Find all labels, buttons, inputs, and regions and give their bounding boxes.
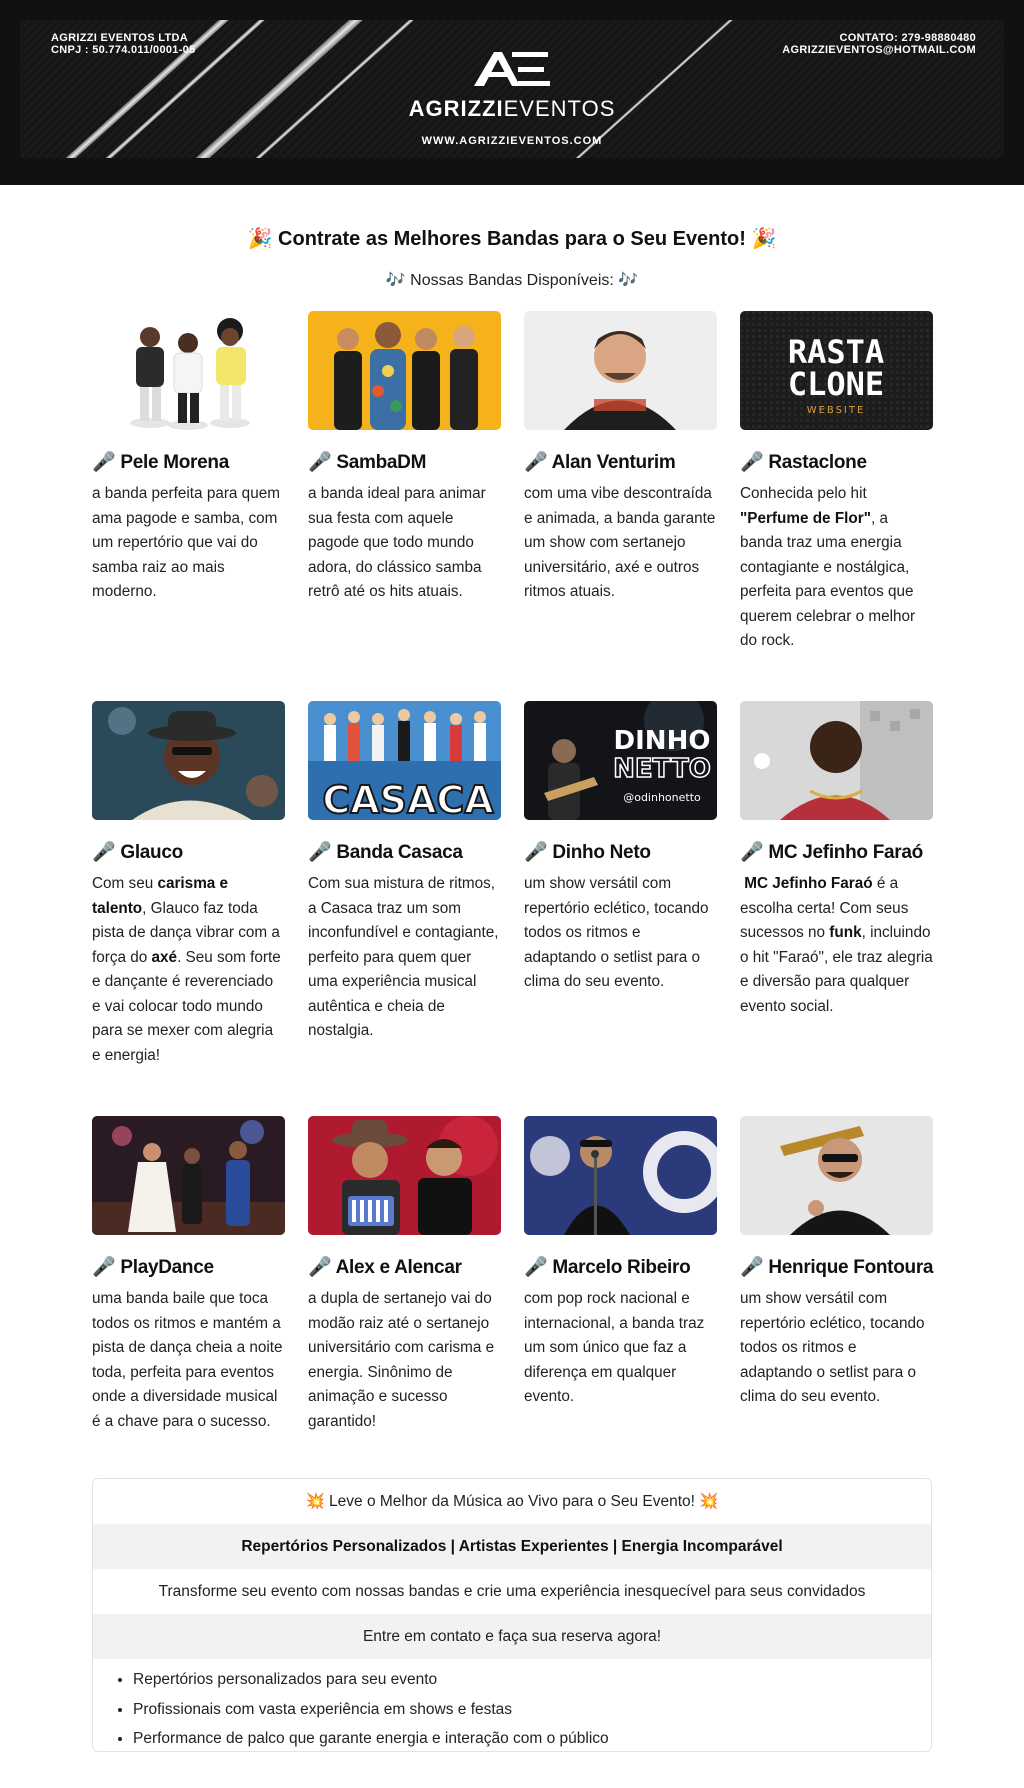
band-name: 🎤 Banda Casaca	[308, 842, 463, 863]
promo-box	[92, 1478, 932, 1752]
band-card-alan-venturim[interactable]	[524, 311, 717, 605]
band-description: com pop rock nacional e internacional, a banda traz um som único que faz a diferença em qualquer evento.	[524, 1290, 705, 1405]
band-name: 🎤 Marcelo Ribeiro	[524, 1257, 691, 1278]
banner-panel	[20, 20, 1004, 158]
header-banner	[0, 0, 1024, 185]
band-card-rastaclone[interactable]	[740, 311, 933, 654]
brand-light: EVENTOS	[503, 96, 616, 121]
band-description: Com sua mistura de ritmos, a Casaca traz um som inconfundível e contagiante, perfeito para quem quer uma experiência musical autêntica e cheia de nostalgia.	[308, 875, 499, 1039]
band-name: 🎤 SambaDM	[308, 452, 427, 473]
contact-info	[782, 32, 976, 56]
band-photo[interactable]	[740, 1116, 933, 1235]
band-photo[interactable]	[740, 701, 933, 820]
band-name: 🎤 Rastaclone	[740, 452, 867, 473]
band-description: com uma vibe descontraída e animada, a banda garante um show com sertanejo universitário, axé e outros ritmos atuais.	[524, 485, 716, 600]
band-card-alex-e-alencar[interactable]	[308, 1116, 501, 1434]
brand-name	[20, 96, 1004, 122]
social-handle: @odinhonetto	[623, 791, 701, 804]
band-card-marcelo-ribeiro[interactable]	[524, 1116, 717, 1410]
list-item: • Profissionais com vasta experiência em shows e festas	[133, 1695, 931, 1725]
band-description: Conhecida pelo hit "Perfume de Flor", a banda traz uma energia contagiante e nostálgica, perfeita para eventos que querem celebrar o melhor do rock.	[740, 485, 916, 649]
band-name: 🎤 Dinho Neto	[524, 842, 651, 863]
company-info	[51, 32, 196, 56]
promo-transform: Transforme seu evento com nossas bandas e crie uma experiência inesquecível para seus convidados	[158, 1582, 866, 1600]
band-name: 🎤 MC Jefinho Faraó	[740, 842, 923, 863]
list-item: • Repertórios personalizados para seu evento	[133, 1665, 931, 1695]
band-description: um show versátil com repertório eclético, tocando todos os ritmos e adaptando o setlist para o clima do seu evento.	[524, 875, 709, 990]
logo-text: DINHO	[613, 726, 711, 756]
band-card-playdance[interactable]	[92, 1116, 285, 1434]
band-name: 🎤 Henrique Fontoura	[740, 1257, 934, 1278]
website-link[interactable]: WWW.AGRIZZIEVENTOS.COM	[421, 135, 603, 147]
band-card-pele-morena[interactable]	[92, 311, 285, 605]
band-photo[interactable]	[524, 701, 717, 820]
band-description: a dupla de sertanejo vai do modão raiz até o sertanejo universitário com carisma e energia. Sinônimo de animação e sucesso garantido!	[308, 1290, 495, 1430]
ae-logo-icon	[472, 50, 552, 88]
promo-bullet-list	[93, 1665, 931, 1752]
promo-features: Repertórios Personalizados | Artistas Experientes | Energia Incomparável	[93, 1524, 931, 1569]
band-logo[interactable]	[740, 311, 933, 430]
band-photo[interactable]	[524, 311, 717, 430]
promo-title: 💥 Leve o Melhor da Música ao Vivo para o Seu Evento! 💥	[305, 1493, 719, 1510]
band-card-glauco[interactable]	[92, 701, 285, 1068]
band-description: Com seu carisma e talento, Glauco faz toda pista de dança vibrar com a força do axé. Seu som forte e dançante é reverenciado e vai colocar todo mundo para se mexer com alegria e energia!	[92, 875, 281, 1064]
band-photo[interactable]	[92, 1116, 285, 1235]
logo-text: RASTA	[787, 333, 885, 371]
list-item: • Performance de palco que garante energia e interação com o público	[133, 1724, 931, 1752]
logo-text: NETTO	[613, 754, 711, 784]
band-card-sambadm[interactable]	[308, 311, 501, 605]
band-name: 🎤 Glauco	[92, 842, 183, 863]
contact-phone[interactable]: CONTATO: 279-98880480	[839, 32, 976, 44]
page-subtitle: 🎶 Nossas Bandas Disponíveis: 🎶	[385, 272, 639, 289]
band-photo[interactable]	[92, 311, 285, 430]
band-photo[interactable]	[308, 1116, 501, 1235]
band-card-henrique-fontoura[interactable]	[740, 1116, 933, 1410]
band-card-dinho-neto[interactable]	[524, 701, 717, 995]
band-photo[interactable]	[524, 1116, 717, 1235]
band-photo[interactable]	[308, 311, 501, 430]
brand-bold: AGRIZZI	[408, 96, 504, 121]
promo-cta: Entre em contato e faça sua reserva agora!	[93, 1614, 931, 1659]
band-description: a banda perfeita para quem ama pagode e samba, com um repertório que vai do samba raiz ao mais moderno.	[92, 485, 280, 600]
band-name: 🎤 Pele Morena	[92, 452, 229, 473]
band-card-banda-casaca[interactable]	[308, 701, 501, 1044]
page-title: 🎉 Contrate as Melhores Bandas para o Seu Evento! 🎉	[247, 228, 777, 250]
band-description: uma banda baile que toca todos os ritmos e mantém a pista de dança cheia a noite toda, perfeita para eventos onde a diversidade musical é a chave para o sucesso.	[92, 1290, 283, 1430]
band-card-mc-jefinho-farao[interactable]	[740, 701, 933, 1019]
band-description: a banda ideal para animar sua festa com aquele pagode que todo mundo adora, do clássico samba retrô até os hits atuais.	[308, 485, 486, 600]
company-name: AGRIZZI EVENTOS LTDA	[51, 32, 188, 44]
logo-subtext: WEBSITE	[806, 405, 866, 416]
logo-text: CLONE	[787, 365, 885, 403]
band-name: 🎤 Alex e Alencar	[308, 1257, 462, 1278]
logo-text: CASACA	[322, 778, 494, 820]
band-description: um show versátil com repertório eclético, tocando todos os ritmos e adaptando o setlist para o clima do seu evento.	[740, 1290, 925, 1405]
band-photo[interactable]	[92, 701, 285, 820]
contact-email[interactable]: AGRIZZIEVENTOS@HOTMAIL.COM	[782, 44, 976, 56]
band-description: MC Jefinho Faraó é a escolha certa! Com seus sucessos no funk, incluindo o hit "Faraó", ele traz alegria e diversão para qualquer evento social.	[740, 875, 933, 1015]
company-cnpj: CNPJ : 50.774.011/0001-05	[51, 44, 196, 56]
band-photo[interactable]	[308, 701, 501, 820]
band-name: 🎤 PlayDance	[92, 1257, 214, 1278]
band-name: 🎤 Alan Venturim	[524, 452, 676, 473]
